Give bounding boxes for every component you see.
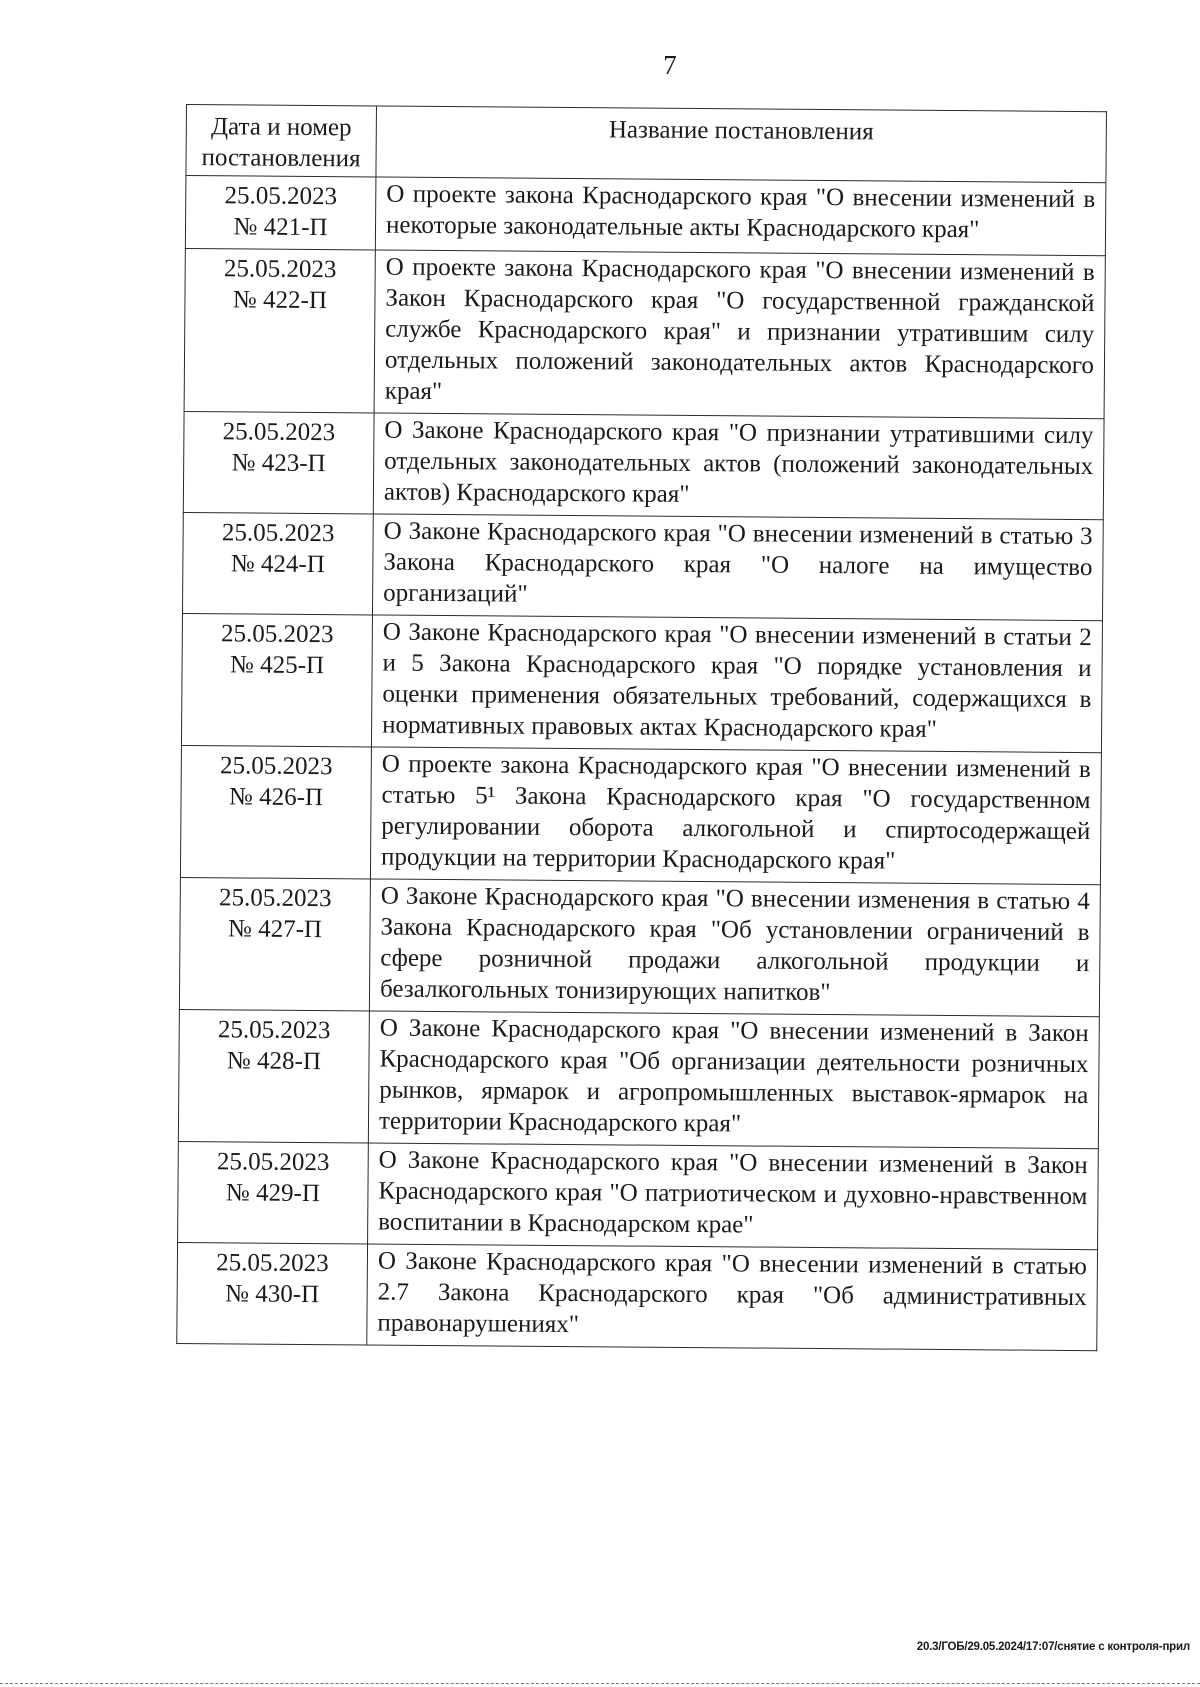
resolution-title: О проекте закона Краснодарского края "О внесении изменений в Закон Краснодарского края "О государственной гражданской службе Краснодарского края" и признании утратившим силу отдельных положений законодательных актов Краснодарского края": [374, 250, 1105, 419]
date-number-cell: [177, 1242, 368, 1344]
resolution-date: 25.05.2023: [217, 1016, 331, 1045]
table-row: [179, 877, 1100, 1016]
resolution-title: О Законе Краснодарского края "О признании утратившими силу отдельных законодательных актов (положений законодательных актов) Краснодарского края": [373, 413, 1104, 520]
resolutions-table: [176, 104, 1107, 1351]
resolution-number: № 424-П: [230, 550, 325, 579]
resolution-number: № 423-П: [231, 449, 326, 478]
resolution-number: № 428-П: [226, 1047, 322, 1076]
page-number: 7: [663, 50, 677, 80]
header-date-number: Дата и номер постановления: [186, 105, 377, 177]
resolution-date: 25.05.2023: [219, 752, 333, 781]
resolution-title: О Законе Краснодарского края "О внесении изменений в статьи 2 и 5 Закона Краснодарского края "О порядке установления и оценки применения обязательных требований, содержащихся в нормативных правовых актах Краснодарского края": [371, 615, 1102, 753]
table-row: [178, 1009, 1099, 1148]
resolution-number: № 429-П: [225, 1179, 321, 1208]
table-row: [183, 411, 1104, 519]
resolution-number: № 425-П: [229, 651, 325, 680]
resolution-number: № 430-П: [225, 1280, 320, 1309]
table-row: [178, 1141, 1099, 1249]
date-number-cell: [178, 1009, 369, 1142]
date-number-cell: [185, 176, 376, 250]
date-number-cell: [182, 512, 373, 614]
table-row: [184, 248, 1105, 418]
resolution-title: О проекте закона Краснодарского края "О внесении изменений в некоторые законодательные акты Краснодарского края": [375, 177, 1106, 256]
resolution-date: 25.05.2023: [221, 519, 335, 548]
date-number-cell: [181, 613, 372, 746]
resolution-date: 25.05.2023: [220, 620, 334, 649]
date-number-cell: [178, 1141, 369, 1243]
table-row: [182, 512, 1103, 620]
resolution-date: 25.05.2023: [216, 1249, 329, 1278]
table-header-row: [186, 105, 1107, 183]
resolution-title: О Законе Краснодарского края "О внесении изменений в статью 3 Закона Краснодарского края "О налоге на имущество организаций": [372, 514, 1103, 621]
date-number-cell: [180, 745, 371, 878]
resolution-number: № 422-П: [232, 286, 328, 315]
table-body: [177, 176, 1106, 1351]
header-title: Название постановления: [376, 106, 1107, 183]
resolution-date: 25.05.2023: [223, 255, 337, 284]
bottom-divider: [0, 1683, 1200, 1684]
footer-stamp: 20.3/ГОБ/29.05.2024/17:07/снятие с контроля-прил: [916, 1641, 1190, 1653]
resolution-number: № 421-П: [233, 213, 328, 242]
resolution-title: О Законе Краснодарского края "О внесении изменений в Закон Краснодарского края "О патриотическом и духовно-нравственном воспитании в Краснодарском крае": [368, 1143, 1099, 1250]
resolution-number: № 426-П: [228, 783, 324, 812]
resolution-date: 25.05.2023: [224, 182, 338, 211]
table-row: [180, 745, 1101, 884]
resolution-date: 25.05.2023: [216, 1148, 330, 1177]
resolution-title: О Законе Краснодарского края "О внесении изменений в Закон Краснодарского края "Об организации деятельности розничных рынков, ярмарок и агропромышленных выставок-ярмарок на территории Краснодарского края": [368, 1011, 1099, 1149]
resolution-title: О Законе Краснодарского края "О внесении изменения в статью 4 Закона Краснодарского края "Об установлении ограничений в сфере розничной продажи алкогольной продукции и безалкогольных тонизирующих напитков": [369, 879, 1100, 1017]
resolution-title: О Законе Краснодарского края "О внесении изменений в статью 2.7 Закона Краснодарского края "Об административных правонарушениях": [367, 1244, 1098, 1351]
table-row: [185, 176, 1106, 256]
resolution-title: О проекте закона Краснодарского края "О внесении изменений в статью 5¹ Закона Краснодарского края "О государственном регулировании оборота алкогольной и спиртосодержащей продукции на территории Краснодарского края": [370, 747, 1101, 885]
resolution-date: 25.05.2023: [218, 884, 332, 913]
date-number-cell: [184, 248, 375, 412]
date-number-cell: [183, 411, 374, 513]
date-number-cell: [179, 877, 370, 1010]
table-row: [177, 1242, 1098, 1350]
resolution-number: № 427-П: [227, 915, 323, 944]
resolution-date: 25.05.2023: [222, 418, 336, 447]
table-row: [181, 613, 1102, 752]
